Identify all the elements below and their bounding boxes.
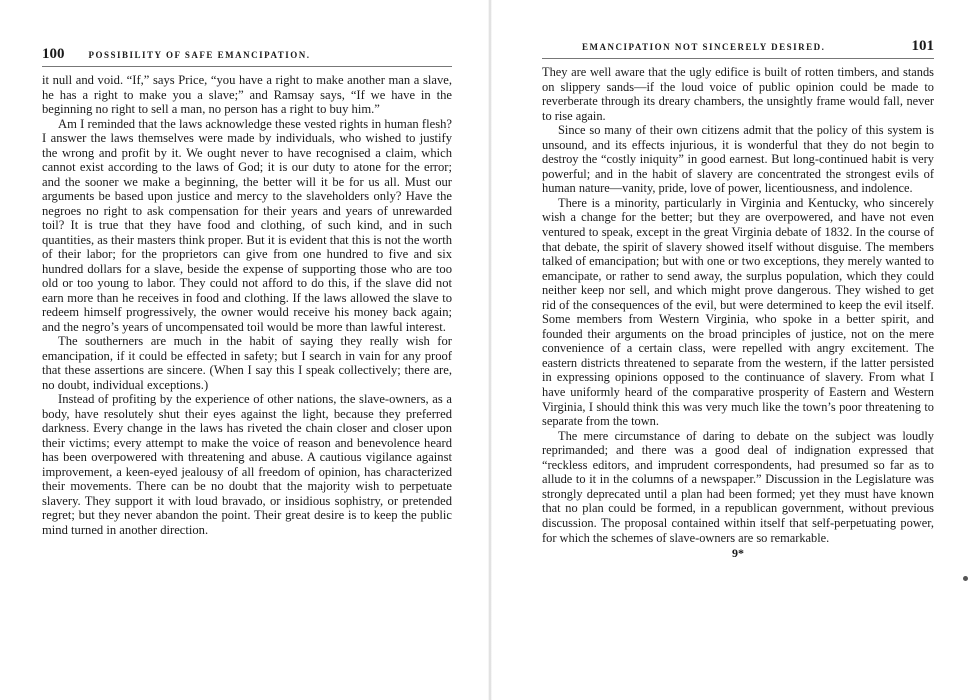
left-paragraph-3: The southerners are much in the habit of saying they really wish for emancipation, if it could be effected in safety; but I search in vain for any proof that these assertions are sincere. (When I say this I speak collectively; there are, no doubt, individual exceptions.) [42,334,452,392]
left-page-body [42,73,452,537]
right-page [490,0,980,700]
right-page-number: 101 [911,38,934,54]
right-paragraph-4: The mere circumstance of daring to debate on the subject was loudly reprimanded; and there was a good deal of indignation expressed that “reckless editors, and imprudent correspondents, had presumed so far as to allude to it in the columns of a newspaper.” Discussion in the Legislature was strongly deprecated until a plan had been formed; yet they must have known that no plan could be formed, in a republican government, without previous discussion. The proposal contained within itself that self-perpetuating power, for which the schemes of slave-owners are so remarkable. [542,428,934,545]
left-page-number: 100 [42,46,65,62]
left-paragraph-1: it null and void. “If,” says Price, “you have a right to make another man a slave, he has a right to make you a slave;” and Ramsay says, “If we have in the beginning no right to sell a man, no person has a right to buy him.” [42,73,452,116]
ink-blot [963,576,968,581]
right-running-title: EMANCIPATION NOT SINCERELY DESIRED. [582,42,826,52]
left-paragraph-4: Instead of profiting by the experience of other nations, the slave-owners, as a body, have resolutely shut their eyes against the light, because they preferred darkness. Every change in the laws has riveted the chain closer and closer upon their victims; every attempt to make the voice of reason and benevolence heard has been overpowered with threatening and abuse. A cautious vigilance against improvement, a keen-eyed jealousy of all freedom of opinion, has characterized their movements. There can be no doubt that the majority wish to perpetuate slavery. They support it with loud bravado, or insidious sophistry, or pretended regret; but they never abandon the point. Their great desire is to keep the public mind turned in another direction. [42,392,452,537]
right-paragraph-3: There is a minority, particularly in Virginia and Kentucky, who sincerely wish a change for the better; but they are overpowered, and have not even ventured to speak, except in the great Virginia debate of 1832. In the course of that debate, the spirit of slavery showed itself without disguise. The members talked of emancipation; but with one or two exceptions, they merely wanted to emancipate, or rather to send away, the surplus population, which they could neither keep nor sell, and which might prove dangerous. They wished to get rid of the consequences of the evil, but were determined to keep the evil itself. Some members from Western Virginia, who spoke in a better spirit, and founded their arguments on the broad principles of justice, not on the mere convenience of a certain class, were repelled with angry excitement. The eastern districts threatened to separate from the western, if the latter persisted in expressing opinions opposed to the continuance of slavery. From what I have uniformly heard of the comparative prosperity of Eastern and Western Virginia, I should think this was very much like the town’s poor threatening to separate from the town. [542,195,934,429]
right-page-body [542,65,934,545]
right-running-head [542,38,934,59]
right-paragraph-1: They are well aware that the ugly edifice is built of rotten timbers, and stands on slippery sands—if the loud voice of public opinion could be made to reverberate through its dreary chambers, the unsightly frame would fall, never to rise again. [542,65,934,123]
right-paragraph-2: Since so many of their own citizens admit that the policy of this system is unsound, and its effects injurious, it is wonderful that they do not begin to destroy the “costly iniquity” in good earnest. But long-continued habit is very powerful; and in the habit of slavery are concentrated the strongest evils of human nature—vanity, pride, love of power, licentiousness, and indolence. [542,123,934,196]
left-paragraph-2: Am I reminded that the laws acknowledge these vested rights in human flesh? I answer the laws themselves were made by individuals, who wished to justify the wrong and profit by it. We ought never to have recognised a claim, which cannot exist according to the laws of God; it is our duty to atone for the error; and the sooner we make a beginning, the better will it be for us all. Must our arguments be based upon justice and mercy to the slaveholders only? Have the negroes no right to ask compensation for their years and years of unrewarded toil? It is true that they have food and clothing, of such kind, and in such quantities, as their masters think proper. But it is evident that this is not the worth of their labor; for the proprietors can give from one hundred to five and six hundred dollars for a slave, beside the expense of supporting those who are too old or too young to labor. They could not afford to do this, if the slave did not earn more than he receives in food and clothing. If the laws allowed the slave to redeem himself progressively, the owner would receive his money back again; and the negro’s years of uncompensated toil would be more than lawful interest. [42,116,452,334]
signature-mark: 9* [732,546,744,561]
left-running-title: POSSIBILITY OF SAFE EMANCIPATION. [88,50,311,60]
left-running-head [42,46,452,67]
